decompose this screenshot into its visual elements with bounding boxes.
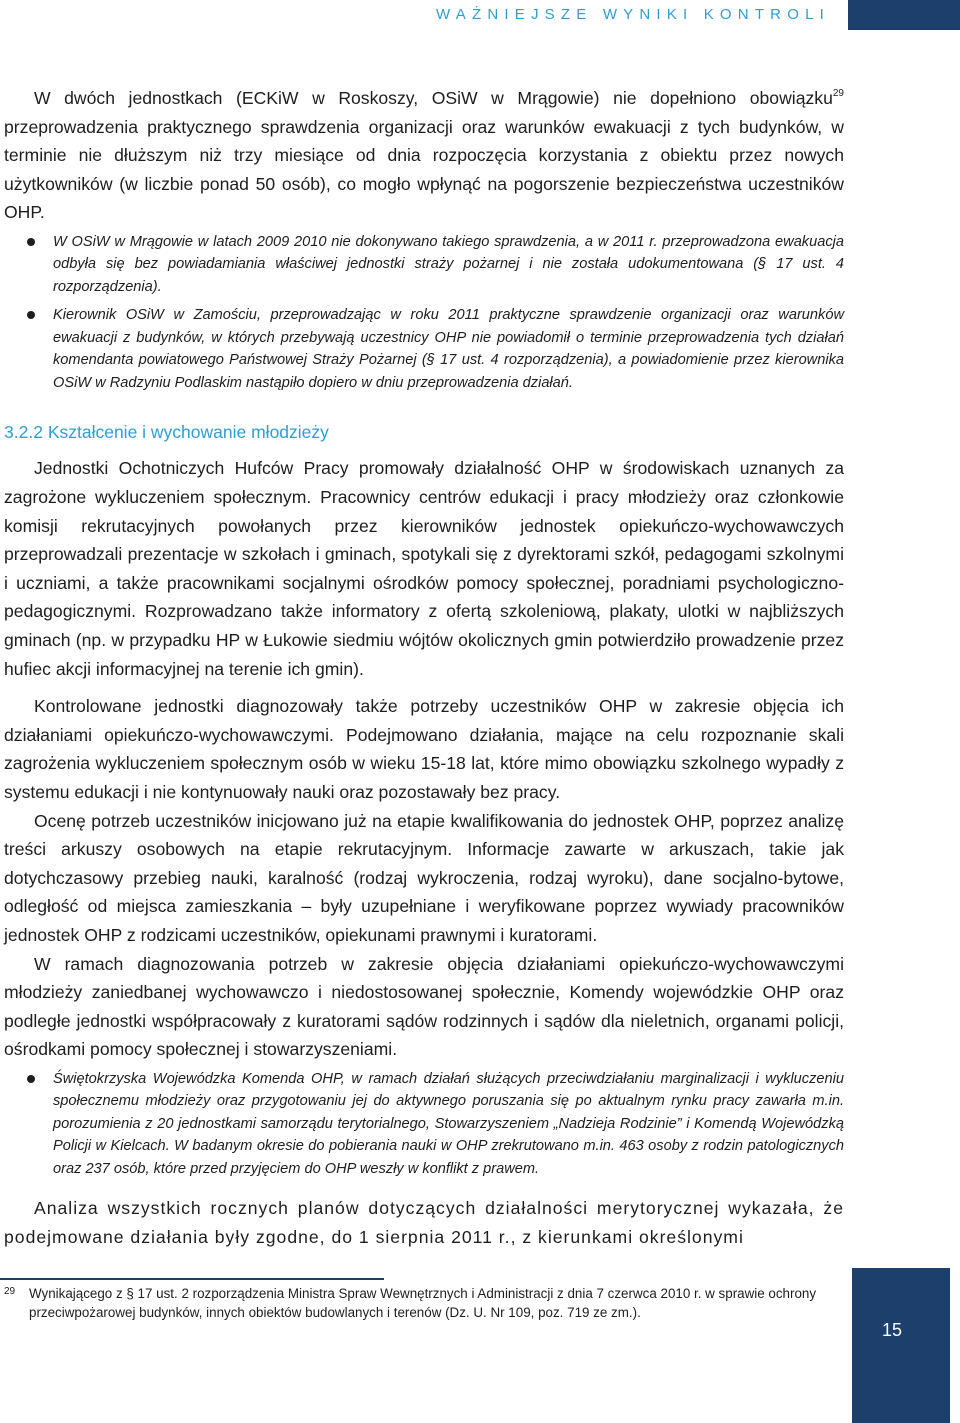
paragraph: W ramach diagnozowania potrzeb w zakresie objęcia działaniami opiekuńczo-wychowawczymi młodzieży zaniedbanej wychowawczo i niedostosowanej społecznie, Komendy wojewódzkie OHP oraz podległe jednostki współpracowały z kuratorami sądów rodzinnych i sądów dla nieletnich, organami policji, ośrodkami pomocy społecznej i stowarzyszeniami. bbox=[4, 953, 844, 1060]
bullet-list-1 bbox=[4, 231, 844, 395]
bullet-item bbox=[4, 1068, 844, 1181]
bullet-list-2 bbox=[4, 1068, 844, 1181]
bullet-item bbox=[4, 231, 844, 299]
page-body bbox=[0, 84, 844, 1252]
bullet-dot-icon bbox=[27, 1075, 35, 1083]
header-color-block bbox=[848, 0, 960, 30]
paragraph-text: W dwóch jednostkach (ECKiW w Roskoszy, OSiW w Mrągowie) nie dopełniono obowiązku bbox=[34, 88, 833, 108]
paragraph-text-continued: przeprowadzenia praktycznego sprawdzenia organizacji oraz warunków ewakuacji z tych budynków, w terminie nie dłuższym niż trzy miesiące od dnia rozpoczęcia korzystania z obiektu przez nowych użytkowników (w liczbie ponad 50 osób), co mogło wpłynąć na pogorszenie bezpieczeństwa uczestników OHP. bbox=[4, 116, 844, 223]
footnote-text: Wynikającego z § 17 ust. 2 rozporządzenia Ministra Spraw Wewnętrznych i Administracji z dnia 7 czerwca 2010 r. w sprawie ochrony przeciwpożarowej budynków, innych obiektów budowlanych i terenów (Dz. U. Nr 109, poz. 719 ze zm.). bbox=[29, 1286, 817, 1320]
footnote-number: 29 bbox=[4, 1286, 16, 1297]
bullet-text: Kierownik OSiW w Zamościu, przeprowadzając w roku 2011 praktyczne sprawdzenie organizacji oraz warunków ewakuacji z budynków, w których przebywają uczestnicy OHP nie powiadomił o terminie przeprowadzenia tych działań komendanta powiatowego Państwowej Straży Pożarnej (§ 17 ust. 4 rozporządzenia), a powiadomienie przez kierownika OSiW w Radzyniu Podlaskim nastąpiło dopiero w dniu przeprowadzenia działań. bbox=[53, 307, 844, 391]
bullet-text: Świętokrzyska Wojewódzka Komenda OHP, w ramach działań służących przeciwdziałaniu marginalizacji i wykluczeniu społecznemu młodzieży oraz przygotowaniu jej do aktywnego poruszania się po aktualnym rynku pracy zawarła m.in. porozumienia z 20 jednostkami samorządu terytorialnego, Stowarzyszeniem „Nadzieja Rodzinie” i Komendą Wojewódzką Policji w Kielcach. W badanym okresie do pobierania nauki w OHP zrekrutowano m.in. 463 osoby z rodzin patologicznych oraz 237 osób, które przed przyjęciem do OHP weszły w konflikt z prawem. bbox=[53, 1070, 844, 1177]
section-heading bbox=[4, 419, 844, 445]
paragraph: Kontrolowane jednostki diagnozowały także potrzeby uczestników OHP w zakresie objęcia ich działaniami opiekuńczo-wychowawczymi. Podejmowano działania, mające na celu rozpoznanie skali zagrożenia wykluczeniem społecznym osób w wieku 15-18 lat, które mimo obowiązku szkolnego wypadły z systemu edukacji i nie kontynuowały nauki oraz pozostawały bez pracy. bbox=[4, 696, 844, 802]
running-header bbox=[0, 0, 960, 36]
paragraph-ewakuacja bbox=[4, 84, 844, 227]
paragraph: Jednostki Ochotniczych Hufców Pracy promowały działalność OHP w środowiskach uznanych za zagrożone wykluczeniem społecznym. Pracownicy centrów edukacji i pracy młodzieży oraz członkowie komisji rekrutacyjnych powołanych przez kierowników jednostek opiekuńczo-wychowawczych przeprowadzali prezentacje w szkołach i gminach, spotykali się z dyrektorami szkół, pedagogami szkolnymi i uczniami, a także pracownikami socjalnymi ośrodków pomocy społecznej, poradniami psychologiczno-pedagogicznymi. Rozprowadzano także informatory z ofertą szkoleniową, plakaty, ulotki w najbliższych gminach (np. w przypadku HP w Łukowie siedmiu wójtów okolicznych gmin potwierdziło prowadzenie przez hufiec akcji informacyjnej na terenie ich gmin). bbox=[4, 458, 844, 679]
bullet-item bbox=[4, 304, 844, 394]
paragraph: Ocenę potrzeb uczestników inicjowano już na etapie kwalifikowania do jednostek OHP, poprzez analizę treści arkuszy osobowych na etapie rekrutacyjnym. Informacje zawarte w arkuszach, takie jak dotychczasowy przebieg nauki, karalność (rodzaj wykroczenia, rodzaj wyroku), dane socjalno-bytowe, odległość od miejsca zamieszkania – były uzupełniane i weryfikowane poprzez wywiady pracowników jednostek OHP z rodzicami uczestników, opiekunami prawnymi i kuratorami. bbox=[4, 810, 844, 945]
footnote-divider bbox=[0, 1278, 384, 1280]
section-number: 3.2.2 bbox=[4, 422, 43, 443]
paragraph-analiza: Analiza wszystkich rocznych planów dotyczących działalności merytorycznej wykazała, że podejmowane działania były zgodne, do 1 sierpnia 2011 r., z kierunkami określonymi bbox=[4, 1198, 844, 1248]
running-header-title: WAŻNIEJSZE WYNIKI KONTROLI bbox=[436, 6, 830, 23]
page-number-block bbox=[852, 1268, 950, 1423]
footnote bbox=[4, 1284, 840, 1322]
bullet-text: W OSiW w Mrągowie w latach 2009 2010 nie dokonywano takiego sprawdzenia, a w 2011 r. przeprowadzona ewakuacja odbyła się bez powiadamiania właściwej jednostki straży pożarnej i nie została udokumentowana (§ 17 ust. 4 rozporządzenia). bbox=[53, 233, 844, 295]
footnote-reference[interactable]: 29 bbox=[832, 88, 844, 99]
page-number: 15 bbox=[881, 1320, 903, 1340]
bullet-dot-icon bbox=[27, 238, 35, 246]
bullet-dot-icon bbox=[27, 311, 35, 319]
section-title: Kształcenie i wychowanie młodzieży bbox=[47, 422, 329, 443]
